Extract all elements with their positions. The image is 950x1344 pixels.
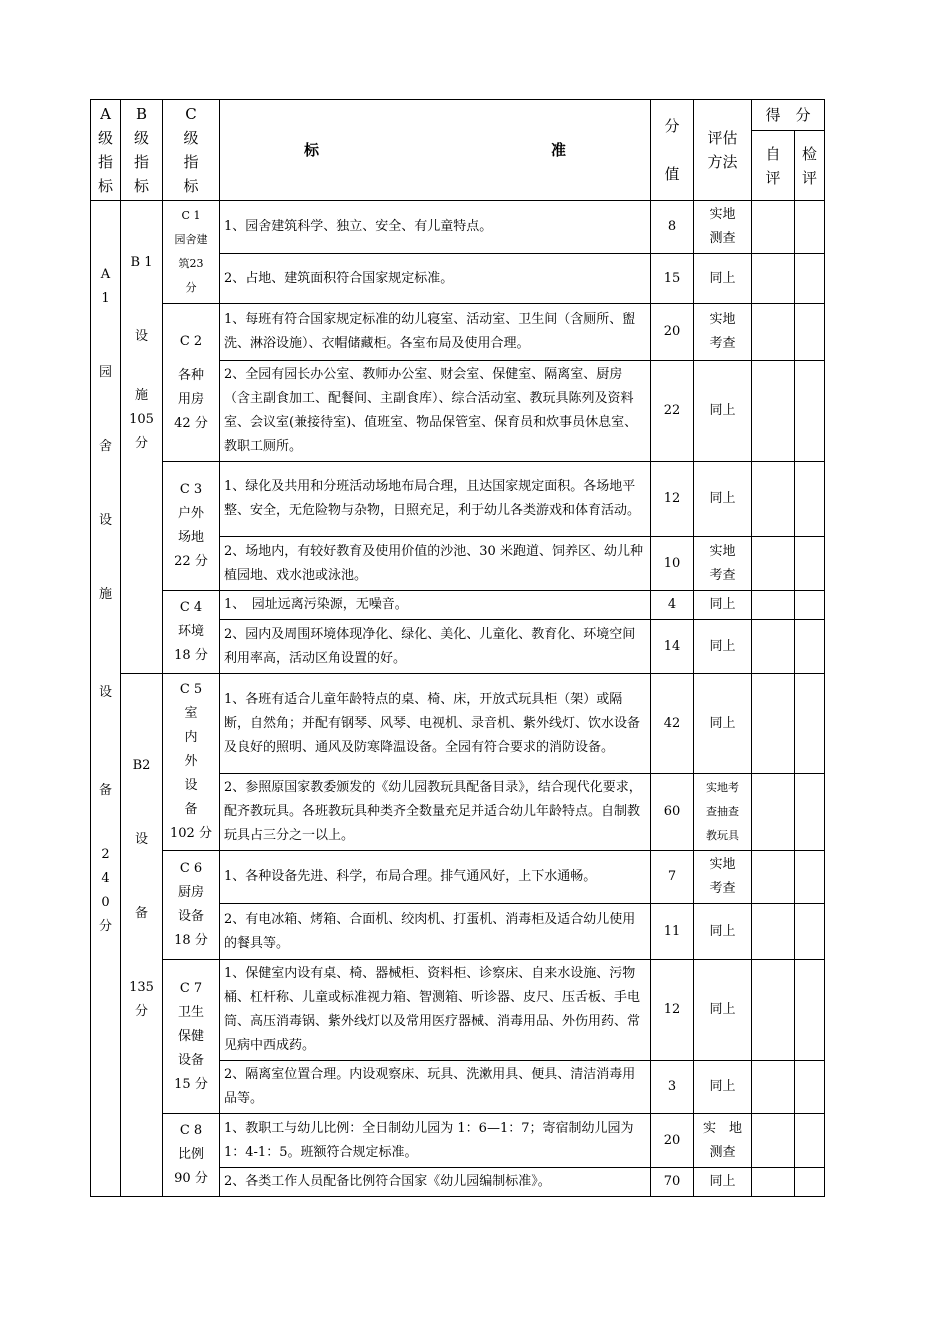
- header-a-level: A 级 指 标: [91, 100, 121, 201]
- check-eval-cell[interactable]: [795, 304, 825, 361]
- c1-label: C 1 园舍建 筑23 分: [163, 201, 220, 304]
- header-b-level: B 级 指 标: [121, 100, 163, 201]
- b1-label: B 1 设 施 105 分: [121, 201, 163, 674]
- c5-label: C 5 室 内 外 设 备 102 分: [163, 674, 220, 851]
- self-eval-cell[interactable]: [752, 904, 795, 960]
- method-cell: 实地 测查: [694, 201, 752, 254]
- self-eval-cell[interactable]: [752, 537, 795, 591]
- table-row: [91, 201, 825, 254]
- method-cell: 同上: [694, 254, 752, 304]
- score-value: 42: [651, 674, 694, 774]
- score-value: 8: [651, 201, 694, 254]
- method-cell: 同上: [694, 361, 752, 462]
- method-cell: 同上: [694, 674, 752, 774]
- table-row: [91, 960, 825, 1061]
- check-eval-cell[interactable]: [795, 201, 825, 254]
- method-cell: 同上: [694, 904, 752, 960]
- standard-cell: 1、教职工与幼儿比例：全日制幼儿园为 1：6—1：7；寄宿制幼儿园为 1：4-1：5。班额符合规定标准。: [220, 1114, 651, 1168]
- self-eval-cell[interactable]: [752, 960, 795, 1061]
- score-value: 7: [651, 851, 694, 904]
- standard-cell: 1、保健室内设有桌、椅、器械柜、资料柜、诊察床、自来水设施、污物桶、杠杆称、儿童或标准视力箱、智测箱、听诊器、皮尺、压舌板、手电筒、高压消毒锅、紫外线灯以及常用医疗器械、消毒用品、外伤用药、常见病中西成药。: [220, 960, 651, 1061]
- method-cell: 同上: [694, 591, 752, 620]
- self-eval-cell[interactable]: [752, 591, 795, 620]
- standard-cell: 2、隔离室位置合理。内设观察床、玩具、洗漱用具、便具、清洁消毒用品等。: [220, 1061, 651, 1114]
- check-eval-cell[interactable]: [795, 904, 825, 960]
- self-eval-cell[interactable]: [752, 254, 795, 304]
- method-cell: 同上: [694, 960, 752, 1061]
- header-check-eval: 检 评: [795, 131, 825, 201]
- check-eval-cell[interactable]: [795, 1061, 825, 1114]
- standard-cell: 1、各种设备先进、科学，布局合理。排气通风好，上下水通畅。: [220, 851, 651, 904]
- standard-cell: 1、绿化及共用和分班活动场地布局合理，且达国家规定面积。各场地平整、安全，无危险物与杂物，日照充足，利于幼儿各类游戏和体育活动。: [220, 462, 651, 537]
- c8-label: C 8 比例 90 分: [163, 1114, 220, 1197]
- method-cell: 实地 考查: [694, 851, 752, 904]
- standard-cell: 1、各班有适合儿童年龄特点的桌、椅、床，开放式玩具柜（架）或隔断，自然角；并配有钢琴、风琴、电视机、录音机、紫外线灯、饮水设备及良好的照明、通风及防寒降温设备。全园有符合要求的消防设备。: [220, 674, 651, 774]
- check-eval-cell[interactable]: [795, 960, 825, 1061]
- header-score: 得 分: [752, 100, 825, 131]
- self-eval-cell[interactable]: [752, 304, 795, 361]
- self-eval-cell[interactable]: [752, 1168, 795, 1197]
- self-eval-cell[interactable]: [752, 774, 795, 851]
- method-cell: 同上: [694, 462, 752, 537]
- check-eval-cell[interactable]: [795, 254, 825, 304]
- score-value: 22: [651, 361, 694, 462]
- check-eval-cell[interactable]: [795, 774, 825, 851]
- standard-cell: 1、 园址远离污染源，无噪音。: [220, 591, 651, 620]
- method-cell: 同上: [694, 620, 752, 674]
- table-row: [91, 851, 825, 904]
- a1-label: A 1 园 舍 设 施 设 备 2 4 0 分: [91, 201, 121, 1197]
- table-row: [91, 462, 825, 537]
- standard-cell: 2、占地、建筑面积符合国家规定标准。: [220, 254, 651, 304]
- method-cell: 实地考 查抽查 教玩具: [694, 774, 752, 851]
- check-eval-cell[interactable]: [795, 537, 825, 591]
- check-eval-cell[interactable]: [795, 361, 825, 462]
- self-eval-cell[interactable]: [752, 620, 795, 674]
- score-value: 70: [651, 1168, 694, 1197]
- header-self-eval: 自 评: [752, 131, 795, 201]
- score-value: 11: [651, 904, 694, 960]
- evaluation-table: [90, 99, 825, 1197]
- score-value: 12: [651, 960, 694, 1061]
- header-c-level: C 级 指 标: [163, 100, 220, 201]
- header-method: 评估 方法: [694, 100, 752, 201]
- score-value: 12: [651, 462, 694, 537]
- check-eval-cell[interactable]: [795, 1114, 825, 1168]
- score-value: 15: [651, 254, 694, 304]
- method-cell: 实地 考查: [694, 537, 752, 591]
- c2-label: C 2 各种 用房 42 分: [163, 304, 220, 462]
- check-eval-cell[interactable]: [795, 591, 825, 620]
- score-value: 10: [651, 537, 694, 591]
- standard-cell: 2、园内及周围环境体现净化、绿化、美化、儿童化、教育化、环境空间利用率高，活动区角设置的好。: [220, 620, 651, 674]
- self-eval-cell[interactable]: [752, 201, 795, 254]
- standard-cell: 2、有电冰箱、烤箱、合面机、绞肉机、打蛋机、消毒柜及适合幼儿使用的餐具等。: [220, 904, 651, 960]
- standard-cell: 1、每班有符合国家规定标准的幼儿寝室、活动室、卫生间（含厕所、盥洗、淋浴设施）、衣帽储藏柜。各室布局及使用合理。: [220, 304, 651, 361]
- check-eval-cell[interactable]: [795, 1168, 825, 1197]
- standard-cell: 1、园舍建筑科学、独立、安全、有儿童特点。: [220, 201, 651, 254]
- self-eval-cell[interactable]: [752, 851, 795, 904]
- self-eval-cell[interactable]: [752, 361, 795, 462]
- table-row: [91, 304, 825, 361]
- table-row: [91, 591, 825, 620]
- method-cell: 实 地 测查: [694, 1114, 752, 1168]
- standard-cell: 2、各类工作人员配备比例符合国家《幼儿园编制标准》。: [220, 1168, 651, 1197]
- score-value: 60: [651, 774, 694, 851]
- c6-label: C 6 厨房 设备 18 分: [163, 851, 220, 960]
- check-eval-cell[interactable]: [795, 462, 825, 537]
- check-eval-cell[interactable]: [795, 851, 825, 904]
- standard-cell: 2、参照原国家教委颁发的《幼儿园教玩具配备目录》，结合现代化要求，配齐教玩具。各班教玩具种类齐全数量充足并适合幼儿年龄特点。自制教玩具占三分之一以上。: [220, 774, 651, 851]
- score-value: 20: [651, 304, 694, 361]
- check-eval-cell[interactable]: [795, 620, 825, 674]
- c3-label: C 3 户外 场地 22 分: [163, 462, 220, 591]
- method-cell: 同上: [694, 1061, 752, 1114]
- self-eval-cell[interactable]: [752, 462, 795, 537]
- score-value: 3: [651, 1061, 694, 1114]
- b2-label: B2 设 备 135 分: [121, 674, 163, 1197]
- c4-label: C 4 环境 18 分: [163, 591, 220, 674]
- method-cell: 同上: [694, 1168, 752, 1197]
- score-value: 4: [651, 591, 694, 620]
- table-row: [91, 674, 825, 774]
- self-eval-cell[interactable]: [752, 674, 795, 774]
- method-cell: 实地 考查: [694, 304, 752, 361]
- header-score-value: 分 值: [651, 100, 694, 201]
- self-eval-cell[interactable]: [752, 1061, 795, 1114]
- score-value: 20: [651, 1114, 694, 1168]
- header-standard: 标 准: [220, 100, 651, 201]
- c7-label: C 7 卫生 保健 设备 15 分: [163, 960, 220, 1114]
- table-row: [91, 1114, 825, 1168]
- self-eval-cell[interactable]: [752, 1114, 795, 1168]
- standard-cell: 2、场地内，有较好教育及使用价值的沙池、30 米跑道、饲养区、幼儿种植园地、戏水池或泳池。: [220, 537, 651, 591]
- check-eval-cell[interactable]: [795, 674, 825, 774]
- standard-cell: 2、全园有园长办公室、教师办公室、财会室、保健室、隔离室、厨房（含主副食加工、配餐间、主副食库）、综合活动室、教玩具陈列及资料室、会议室(兼接待室)、值班室、物品保管室、保育员和炊事员休息室、教职工厕所。: [220, 361, 651, 462]
- score-value: 14: [651, 620, 694, 674]
